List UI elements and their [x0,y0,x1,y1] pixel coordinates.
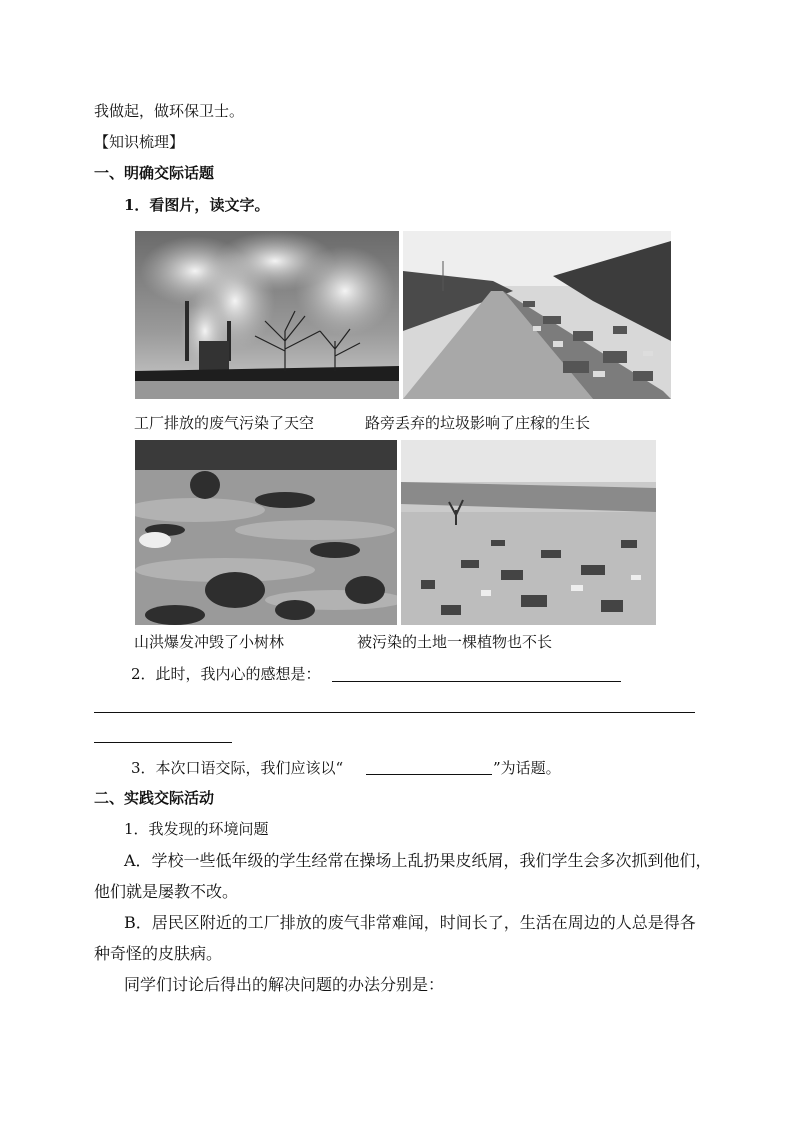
feelings-answer-line-2[interactable] [94,712,695,713]
heading-clarify-topic: 一、明确交际话题 [94,164,215,182]
paragraph-b-line-1: B．居民区附近的工厂排放的废气非常难闻，时间长了，生活在周边的人总是得各 [124,913,696,932]
item-topic-suffix: ”为话题。 [493,759,561,777]
paragraph-a-line-2: 他们就是屡教不改。 [94,882,239,901]
item-topic-prefix: 3．本次口语交际，我们应该以“ [131,759,344,777]
heading-practice: 二、实践交际活动 [94,789,215,807]
section-label: 【知识梳理】 [94,133,185,151]
roadside-garbage-photo [403,231,671,399]
polluted-land-photo [401,440,656,625]
topic-answer-line[interactable] [366,774,492,775]
caption-factory-smoke: 工厂排放的废气污染了天空 [134,414,315,432]
item-inner-feelings: 2．此时，我内心的感想是： [131,665,321,683]
feelings-answer-line-3[interactable] [94,742,232,743]
caption-flood: 山洪爆发冲毁了小树林 [134,633,285,651]
sub-found-problems: 1．我发现的环境问题 [124,820,269,838]
factory-smoke-photo [135,231,399,399]
caption-roadside-garbage: 路旁丢弃的垃圾影响了庄稼的生长 [365,414,591,432]
paragraph-b-line-2: 种奇怪的皮肤病。 [94,944,223,963]
item-look-at-pictures: 1．看图片，读文字。 [124,196,270,214]
paragraph-a-line-1: A．学校一些低年级的学生经常在操场上乱扔果皮纸屑，我们学生会多次抓到他们， [124,851,712,870]
conclusion-line: 同学们讨论后得出的解决问题的办法分别是： [124,975,445,994]
caption-polluted-land: 被污染的土地一棵植物也不长 [357,633,553,651]
feelings-answer-line-1[interactable] [332,681,621,682]
intro-line: 我做起，做环保卫士。 [94,102,245,120]
flood-photo [135,440,397,625]
